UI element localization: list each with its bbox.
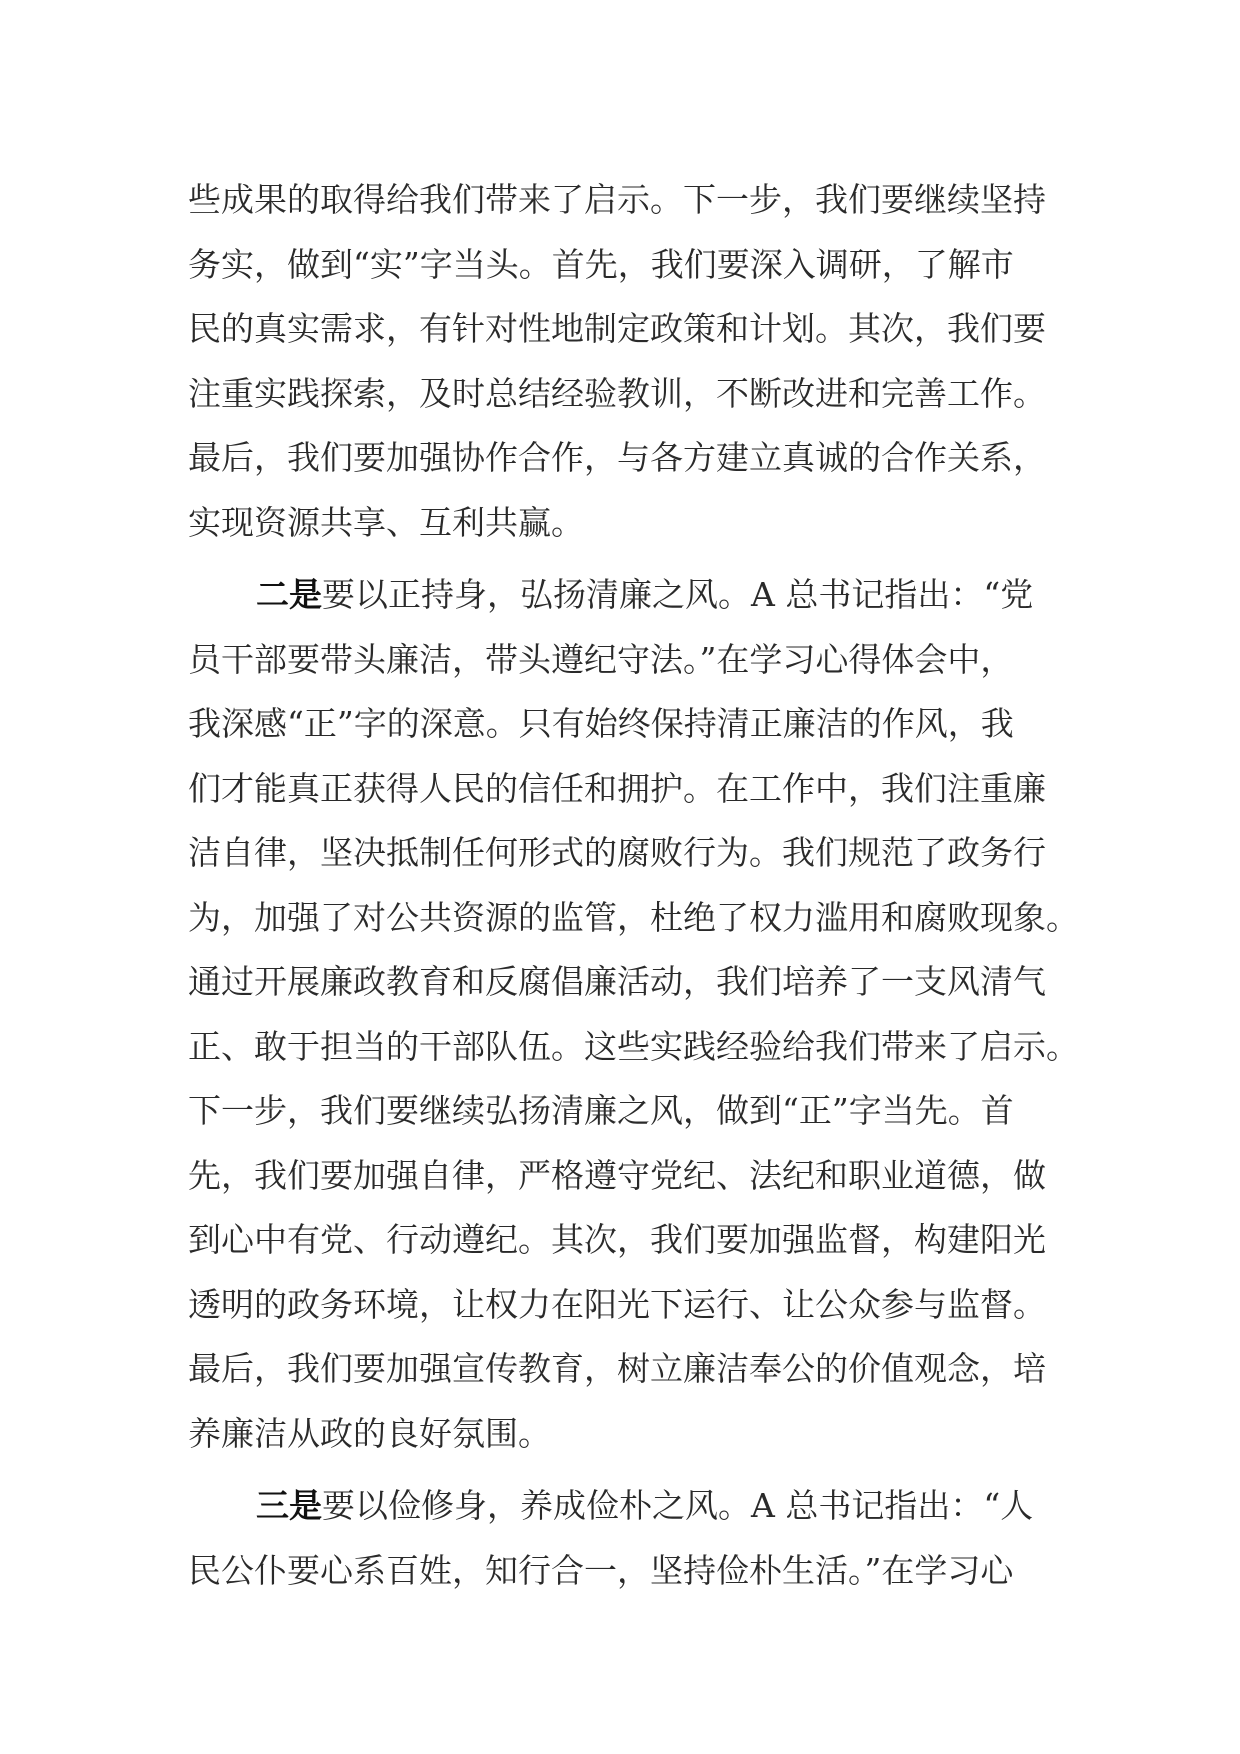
text-line: 最后，我们要加强协作合作，与各方建立真诚的合作关系， [188, 438, 1046, 477]
text-line: 到心中有党、行动遵纪。其次，我们要加强监督，构建阳光 [188, 1220, 1046, 1259]
first-line-text: 要以正持身，弘扬清廉之风。A 总书记指出：“党 [322, 575, 1034, 614]
text-line: 些成果的取得给我们带来了启示。下一步，我们要继续坚持 [188, 180, 1046, 219]
text-line: 民的真实需求，有针对性地制定政策和计划。其次，我们要 [188, 309, 1046, 348]
document-body [188, 168, 1079, 1603]
paragraph-lead: 二是 [256, 575, 322, 614]
text-line-first [188, 563, 1068, 628]
text-line: 洁自律，坚决抵制任何形式的腐败行为。我们规范了政务行 [188, 833, 1046, 872]
paragraph-2 [188, 563, 1079, 1466]
text-line: 正、敢于担当的干部队伍。这些实践经验给我们带来了启示。 [188, 1026, 1079, 1066]
text-line: 员干部要带头廉洁，带头遵纪守法。”在学习心得体会中， [188, 639, 1014, 679]
text-line: 们才能真正获得人民的信任和拥护。在工作中，我们注重廉 [188, 768, 1046, 808]
text-line: 注重实践探索，及时总结经验教训，不断改进和完善工作。 [188, 373, 1046, 413]
paragraph-gap [188, 555, 1068, 563]
text-line: 下一步，我们要继续弘扬清廉之风，做到“正”字当先。首 [188, 1091, 1014, 1130]
text-line: 我深感“正”字的深意。只有始终保持清正廉洁的作风，我 [188, 704, 1014, 743]
text-line: 通过开展廉政教育和反腐倡廉活动，我们培养了一支风清气 [188, 962, 1046, 1001]
paragraph-1 [188, 168, 1068, 555]
text-line: 养廉洁从政的良好氛围。 [188, 1413, 551, 1453]
text-line: 最后，我们要加强宣传教育，树立廉洁奉公的价值观念，培 [188, 1349, 1046, 1388]
first-line-text: 要以俭修身，养成俭朴之风。A 总书记指出：“人 [322, 1486, 1034, 1525]
text-line-first [188, 1474, 1068, 1539]
text-line: 为，加强了对公共资源的监管，杜绝了权力滥用和腐败现象。 [188, 897, 1079, 937]
text-line: 民公仆要心系百姓，知行合一，坚持俭朴生活。”在学习心 [188, 1550, 1014, 1590]
text-line: 务实，做到“实”字当头。首先，我们要深入调研，了解市 [188, 244, 1014, 284]
text-line: 先，我们要加强自律，严格遵守党纪、法纪和职业道德，做 [188, 1155, 1046, 1195]
text-line: 透明的政务环境，让权力在阳光下运行、让公众参与监督。 [188, 1284, 1046, 1324]
paragraph-lead: 三是 [256, 1486, 322, 1525]
text-line: 实现资源共享、互利共赢。 [188, 502, 584, 542]
paragraph-3 [188, 1474, 1068, 1603]
paragraph-gap [188, 1466, 1068, 1474]
